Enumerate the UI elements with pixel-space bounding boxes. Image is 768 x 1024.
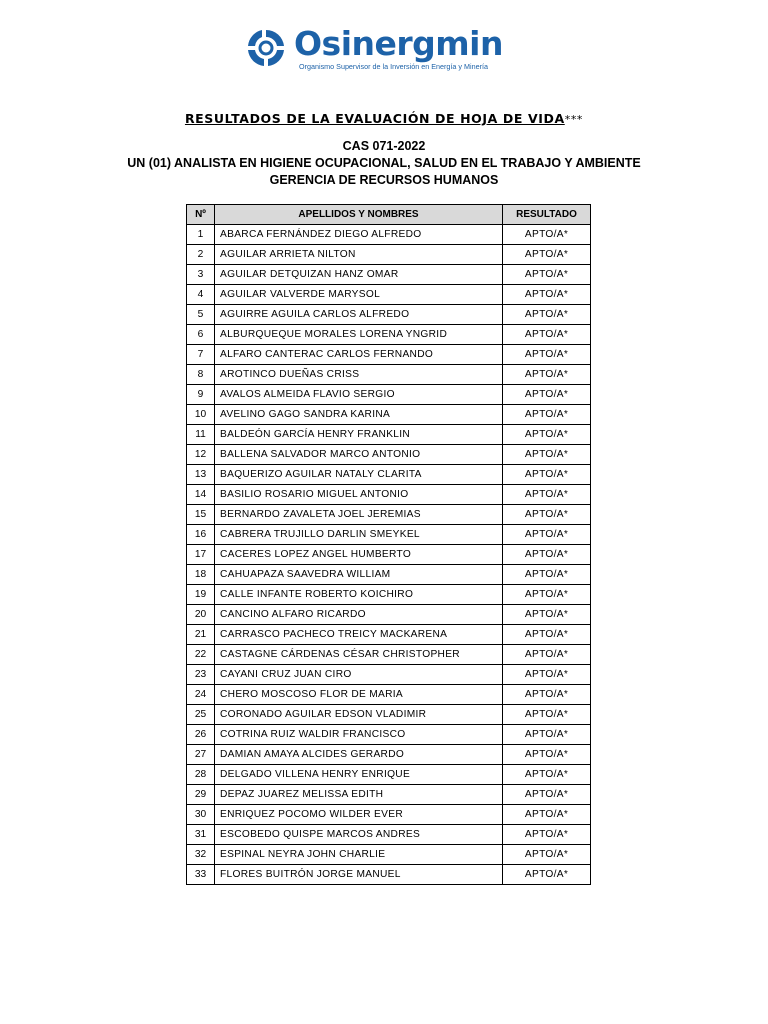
table-row <box>187 785 591 805</box>
row-result: APTO/A* <box>503 645 591 665</box>
row-number: 28 <box>187 765 215 785</box>
row-result: APTO/A* <box>503 245 591 265</box>
row-number: 26 <box>187 725 215 745</box>
row-number: 12 <box>187 445 215 465</box>
row-result: APTO/A* <box>503 345 591 365</box>
row-result: APTO/A* <box>503 685 591 705</box>
table-row <box>187 485 591 505</box>
department-name: GERENCIA DE RECURSOS HUMANOS <box>269 173 499 187</box>
table-header-row <box>187 205 591 225</box>
row-result: APTO/A* <box>503 225 591 245</box>
row-result: APTO/A* <box>503 505 591 525</box>
osinergmin-swirl-icon <box>244 26 288 70</box>
row-number: 14 <box>187 485 215 505</box>
table-row <box>187 285 591 305</box>
row-name: CACERES LOPEZ ANGEL HUMBERTO <box>215 545 503 565</box>
row-number: 33 <box>187 865 215 885</box>
row-name: ENRIQUEZ POCOMO WILDER EVER <box>215 805 503 825</box>
row-result: APTO/A* <box>503 485 591 505</box>
table-row <box>187 585 591 605</box>
row-result: APTO/A* <box>503 445 591 465</box>
document-title <box>0 111 768 126</box>
row-result: APTO/A* <box>503 425 591 445</box>
table-row <box>187 465 591 485</box>
row-number: 7 <box>187 345 215 365</box>
table-row <box>187 445 591 465</box>
row-name: BAQUERIZO AGUILAR NATALY CLARITA <box>215 465 503 485</box>
table-row <box>187 685 591 705</box>
table-row <box>187 645 591 665</box>
table-row <box>187 425 591 445</box>
row-result: APTO/A* <box>503 305 591 325</box>
row-number: 10 <box>187 405 215 425</box>
results-table <box>186 204 591 885</box>
row-number: 20 <box>187 605 215 625</box>
row-name: CASTAGNE CÁRDENAS CÉSAR CHRISTOPHER <box>215 645 503 665</box>
row-number: 30 <box>187 805 215 825</box>
row-result: APTO/A* <box>503 565 591 585</box>
row-number: 23 <box>187 665 215 685</box>
row-result: APTO/A* <box>503 545 591 565</box>
table-row <box>187 265 591 285</box>
row-name: CALLE INFANTE ROBERTO KOICHIRO <box>215 585 503 605</box>
row-result: APTO/A* <box>503 765 591 785</box>
row-name: CANCINO ALFARO RICARDO <box>215 605 503 625</box>
row-name: AVELINO GAGO SANDRA KARINA <box>215 405 503 425</box>
table-row <box>187 225 591 245</box>
logo-subtitle: Organismo Supervisor de la Inversión en Energía y Minería <box>299 62 488 71</box>
row-number: 11 <box>187 425 215 445</box>
row-number: 19 <box>187 585 215 605</box>
row-result: APTO/A* <box>503 265 591 285</box>
row-name: DEPAZ JUAREZ MELISSA EDITH <box>215 785 503 805</box>
row-name: ALFARO CANTERAC CARLOS FERNANDO <box>215 345 503 365</box>
row-result: APTO/A* <box>503 805 591 825</box>
row-number: 32 <box>187 845 215 865</box>
row-number: 31 <box>187 825 215 845</box>
row-number: 16 <box>187 525 215 545</box>
row-name: DELGADO VILLENA HENRY ENRIQUE <box>215 765 503 785</box>
position-title: UN (01) ANALISTA EN HIGIENE OCUPACIONAL, SALUD EN EL TRABAJO Y AMBIENTE <box>127 156 641 170</box>
title-suffix: *** <box>564 113 584 126</box>
table-row <box>187 805 591 825</box>
row-number: 24 <box>187 685 215 705</box>
table-row <box>187 605 591 625</box>
row-name: AGUILAR VALVERDE MARYSOL <box>215 285 503 305</box>
row-number: 5 <box>187 305 215 325</box>
table-row <box>187 765 591 785</box>
table-row <box>187 825 591 845</box>
row-name: ALBURQUEQUE MORALES LORENA YNGRID <box>215 325 503 345</box>
row-name: AGUILAR ARRIETA NILTON <box>215 245 503 265</box>
row-name: FLORES BUITRÓN JORGE MANUEL <box>215 865 503 885</box>
table-row <box>187 745 591 765</box>
row-result: APTO/A* <box>503 325 591 345</box>
row-name: ESPINAL NEYRA JOHN CHARLIE <box>215 845 503 865</box>
row-number: 8 <box>187 365 215 385</box>
row-name: DAMIAN AMAYA ALCIDES GERARDO <box>215 745 503 765</box>
row-number: 4 <box>187 285 215 305</box>
table-row <box>187 405 591 425</box>
row-result: APTO/A* <box>503 745 591 765</box>
row-name: CORONADO AGUILAR EDSON VLADIMIR <box>215 705 503 725</box>
row-number: 1 <box>187 225 215 245</box>
row-name: CAHUAPAZA SAAVEDRA WILLIAM <box>215 565 503 585</box>
table-row <box>187 325 591 345</box>
row-result: APTO/A* <box>503 365 591 385</box>
table-row <box>187 245 591 265</box>
row-number: 6 <box>187 325 215 345</box>
row-result: APTO/A* <box>503 825 591 845</box>
row-result: APTO/A* <box>503 585 591 605</box>
table-row <box>187 705 591 725</box>
table-row <box>187 565 591 585</box>
table-row <box>187 305 591 325</box>
row-result: APTO/A* <box>503 665 591 685</box>
row-number: 13 <box>187 465 215 485</box>
header-num: Nº <box>187 205 215 225</box>
table-row <box>187 845 591 865</box>
row-number: 15 <box>187 505 215 525</box>
row-number: 27 <box>187 745 215 765</box>
header-name: APELLIDOS Y NOMBRES <box>215 205 503 225</box>
table-row <box>187 365 591 385</box>
row-name: ESCOBEDO QUISPE MARCOS ANDRES <box>215 825 503 845</box>
row-result: APTO/A* <box>503 525 591 545</box>
row-name: BERNARDO ZAVALETA JOEL JEREMIAS <box>215 505 503 525</box>
row-result: APTO/A* <box>503 625 591 645</box>
row-name: CABRERA TRUJILLO DARLIN SMEYKEL <box>215 525 503 545</box>
row-name: CARRASCO PACHECO TREICY MACKARENA <box>215 625 503 645</box>
row-name: ABARCA FERNÁNDEZ DIEGO ALFREDO <box>215 225 503 245</box>
table-body <box>187 225 591 885</box>
row-name: BALDEÓN GARCÍA HENRY FRANKLIN <box>215 425 503 445</box>
row-result: APTO/A* <box>503 705 591 725</box>
row-number: 2 <box>187 245 215 265</box>
row-number: 17 <box>187 545 215 565</box>
row-name: BASILIO ROSARIO MIGUEL ANTONIO <box>215 485 503 505</box>
table-row <box>187 385 591 405</box>
row-result: APTO/A* <box>503 865 591 885</box>
process-code: CAS 071-2022 <box>342 139 426 153</box>
row-result: APTO/A* <box>503 605 591 625</box>
row-number: 22 <box>187 645 215 665</box>
row-number: 21 <box>187 625 215 645</box>
row-name: AROTINCO DUEÑAS CRISS <box>215 365 503 385</box>
row-name: AGUILAR DETQUIZAN HANZ OMAR <box>215 265 503 285</box>
row-result: APTO/A* <box>503 385 591 405</box>
row-name: AGUIRRE AGUILA CARLOS ALFREDO <box>215 305 503 325</box>
row-name: AVALOS ALMEIDA FLAVIO SERGIO <box>215 385 503 405</box>
row-number: 9 <box>187 385 215 405</box>
row-result: APTO/A* <box>503 845 591 865</box>
row-number: 29 <box>187 785 215 805</box>
osinergmin-logo <box>244 24 506 74</box>
row-number: 3 <box>187 265 215 285</box>
row-result: APTO/A* <box>503 405 591 425</box>
table-row <box>187 545 591 565</box>
row-name: BALLENA SALVADOR MARCO ANTONIO <box>215 445 503 465</box>
header-result: RESULTADO <box>503 205 591 225</box>
table-row <box>187 725 591 745</box>
row-result: APTO/A* <box>503 725 591 745</box>
row-name: COTRINA RUIZ WALDIR FRANCISCO <box>215 725 503 745</box>
table-row <box>187 865 591 885</box>
title-text: RESULTADOS DE LA EVALUACIÓN DE HOJA DE VIDA <box>184 111 565 126</box>
row-result: APTO/A* <box>503 465 591 485</box>
table-row <box>187 665 591 685</box>
logo-name: Osinergmin <box>294 24 503 63</box>
row-number: 25 <box>187 705 215 725</box>
table-row <box>187 505 591 525</box>
table-row <box>187 625 591 645</box>
row-result: APTO/A* <box>503 785 591 805</box>
row-number: 18 <box>187 565 215 585</box>
row-name: CAYANI CRUZ JUAN CIRO <box>215 665 503 685</box>
table-row <box>187 345 591 365</box>
row-name: CHERO MOSCOSO FLOR DE MARIA <box>215 685 503 705</box>
table-row <box>187 525 591 545</box>
row-result: APTO/A* <box>503 285 591 305</box>
